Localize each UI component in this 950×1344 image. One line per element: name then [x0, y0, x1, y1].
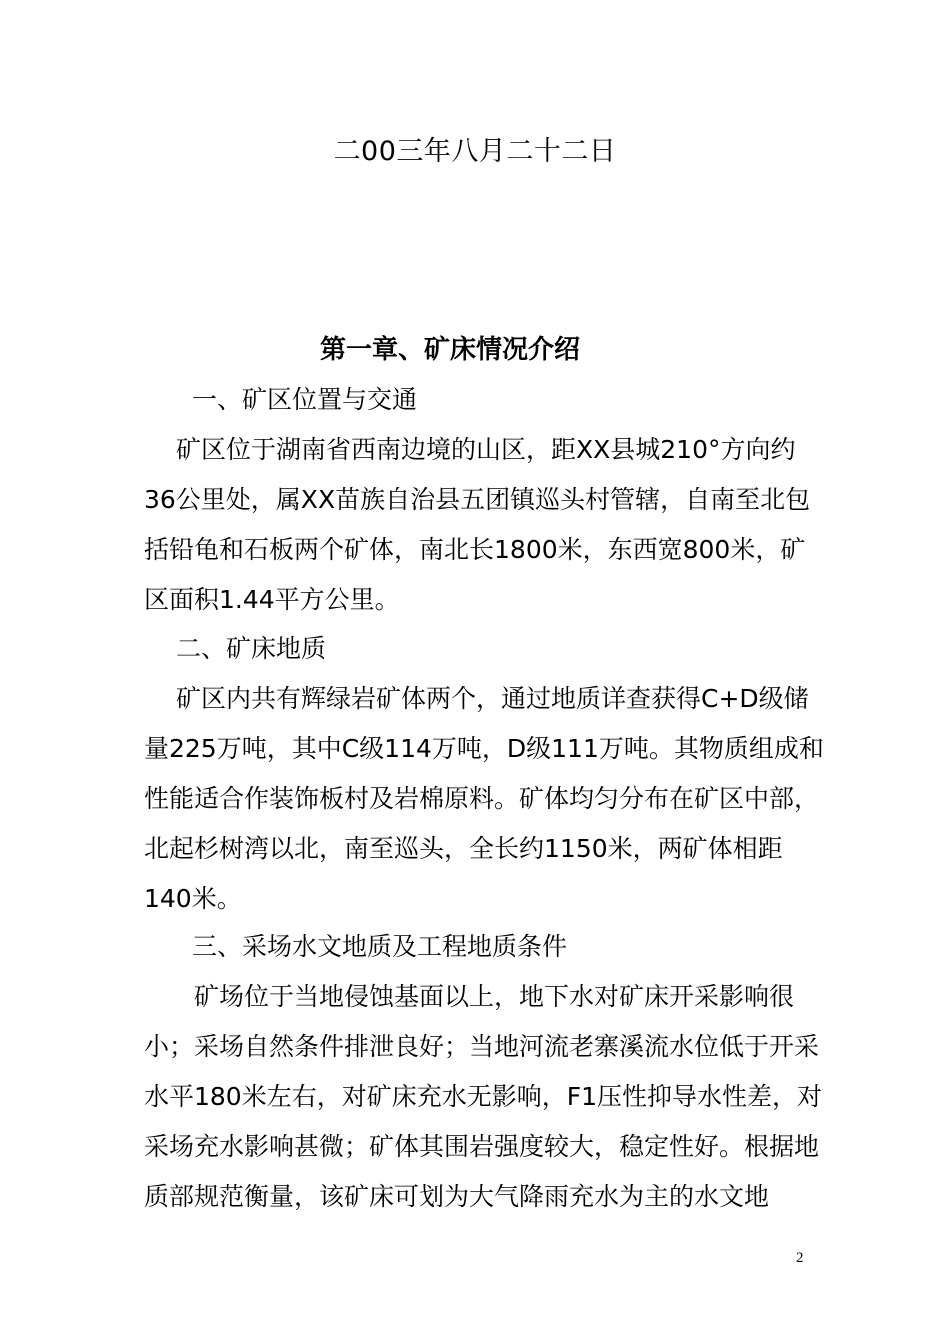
page-number: 2: [796, 1250, 804, 1266]
section-heading-geology: 二、矿床地质: [176, 634, 327, 663]
section-heading-location: 一、矿区位置与交通: [192, 385, 418, 414]
document-date: 二00三年八月二十二日: [333, 136, 617, 167]
section-heading-hydrogeology: 三、采场水文地质及工程地质条件: [192, 932, 568, 961]
section-paragraph-hydrogeology: 矿场位于当地侵蚀基面以上，地下水对矿床开采影响很小；采场自然条件排泄良好；当地河流老寨溪流水位低于开采水平180米左右，对矿床充水无影响，F1压性抑导水性差，对采场充水影响甚微；矿体其围岩强度较大，稳定性好。根据地质部规范衡量，该矿床可划为大气降雨充水为主的水文地: [144, 982, 823, 1211]
section-paragraph-location: 矿区位于湖南省西南边境的山区，距XX县城210°方向约36公里处，属XX苗族自治县五团镇巡头村管辖，自南至北包括铅龟和石板两个矿体，南北长1800米，东西宽800米，矿区面积1.44平方公里。: [144, 435, 811, 614]
section-paragraph-geology: 矿区内共有辉绿岩矿体两个，通过地质详查获得C+D级储量225万吨，其中C级114万吨，D级111万吨。其物质组成和性能适合作装饰板村及岩棉原料。矿体均匀分布在矿区中部，北起杉树湾以北，南至巡头，全长约1150米，两矿体相距140米。: [144, 684, 824, 913]
chapter-title: 第一章、矿床情况介绍: [319, 335, 580, 365]
